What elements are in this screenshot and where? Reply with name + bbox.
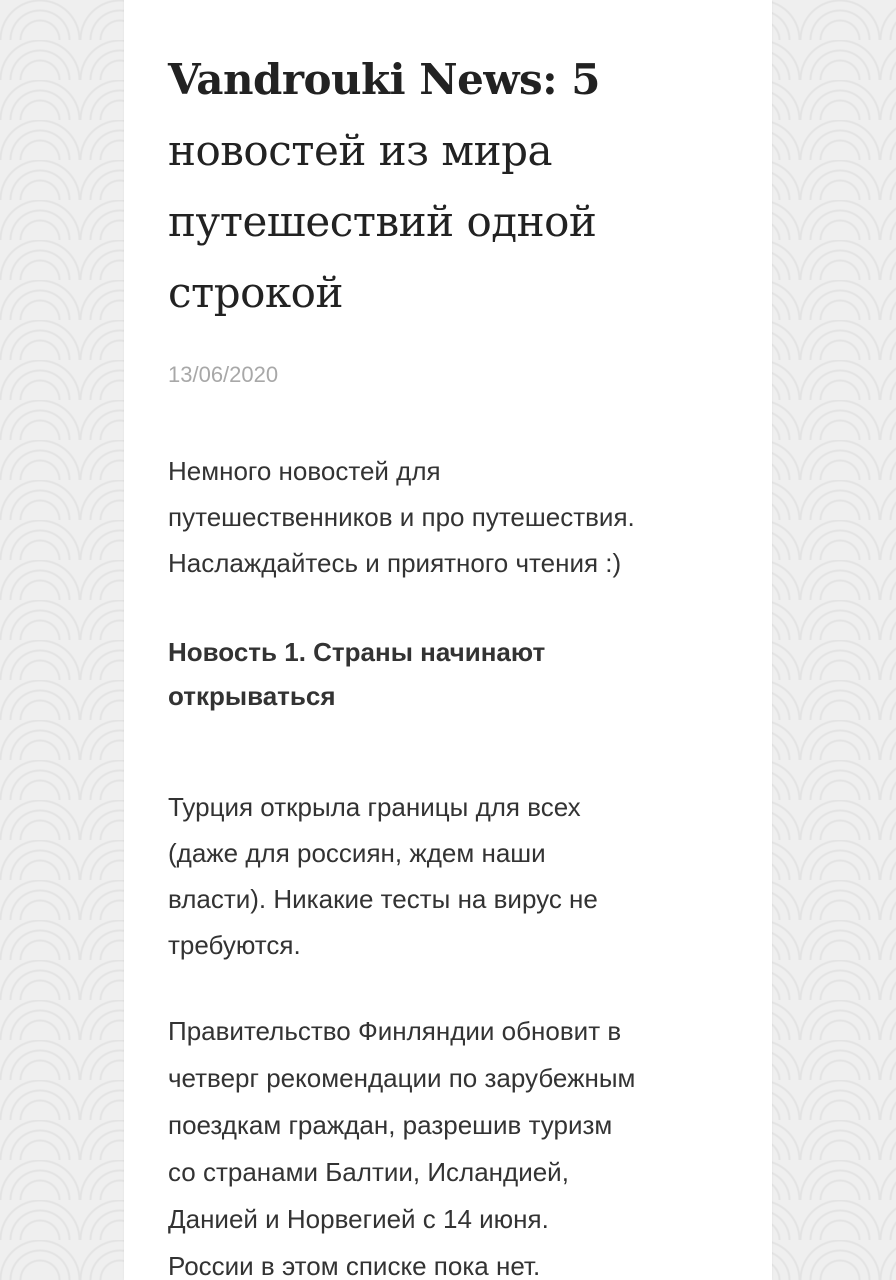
article-card: [124, 0, 772, 1280]
intro-line: путешественников и про путешествия.: [168, 502, 635, 532]
publish-date: 13/06/2020: [168, 362, 279, 387]
paragraph-line: Турция открыла границы для всех: [168, 792, 581, 822]
paragraph-line: со странами Балтии, Исландией,: [168, 1157, 569, 1187]
paragraph-line: России в этом списке пока нет.: [168, 1251, 541, 1280]
article-title-line: строкой: [168, 268, 343, 317]
intro-line: Наслаждайтесь и приятного чтения :): [168, 548, 622, 578]
paragraph-line: власти). Никакие тесты на вирус не: [168, 884, 598, 914]
paragraph-line: требуются.: [168, 930, 301, 960]
paragraph-turkey: [168, 784, 748, 968]
section-heading: [168, 630, 728, 718]
article-title-line: новостей из мира: [168, 126, 553, 175]
paragraph-line: четверг рекомендации по зарубежным: [168, 1063, 636, 1093]
intro-line: Немного новостей для: [168, 456, 441, 486]
paragraph-line: Правительство Финляндии обновит в: [168, 1016, 622, 1046]
intro-paragraph: [168, 448, 748, 586]
article-title-bold: Vandrouki News: 5: [168, 55, 600, 104]
article-title-line: путешествий одной: [168, 197, 597, 246]
paragraph-finland: [168, 1008, 748, 1280]
article-content: [168, 44, 748, 1280]
article-title: [168, 44, 748, 328]
paragraph-line: Данией и Норвегией с 14 июня.: [168, 1204, 549, 1234]
paragraph-line: (даже для россиян, ждем наши: [168, 838, 546, 868]
section-heading-line: Новость 1. Страны начинают: [168, 637, 546, 667]
paragraph-line: поездкам граждан, разрешив туризм: [168, 1110, 613, 1140]
section-heading-line: открываться: [168, 681, 336, 711]
